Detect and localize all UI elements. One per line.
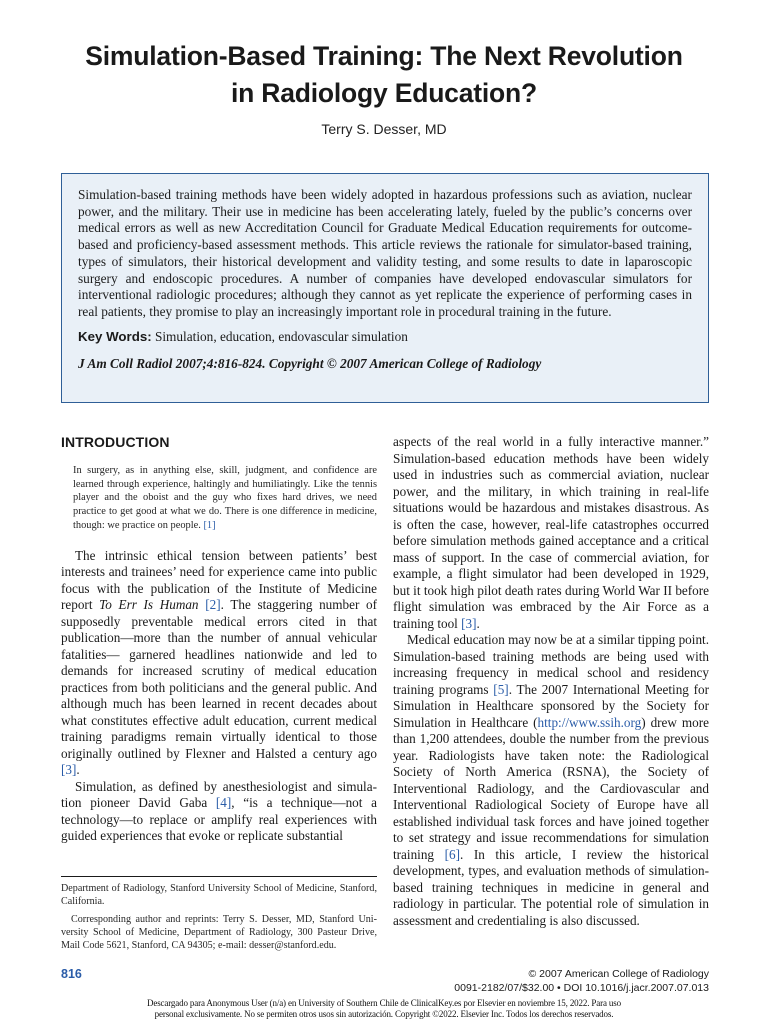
intro-paragraph-1 [61,548,377,779]
paragraph-text: . In this article, I review the historical development, types, and evaluation methods of simulation-based training techniques in medicine in general and radiology in particular. The potential role of simulation in assessment and credentialing is also discussed. [393,846,709,928]
paragraph-text: . The staggering number of supposedly preventable medical errors cited in that publication—more than the number of annual vehicular fatalities— garnered headlines nationwide and led to demands for increased scrutiny of medical education practices from both politicians and the general public. And although much has been learned in recent decades about what constitutes effective adult education, current medical training paradigms remain virtually identical to those originally outlined by Flexner and Halsted a century ago [61,597,378,761]
reference-link-1[interactable]: [1] [203,519,216,531]
author-footnotes [61,882,377,952]
keywords-text: Simulation, education, endovascular simulation [154,328,408,344]
right-column [393,434,709,929]
section-heading-introduction: INTRODUCTION [61,434,170,450]
paragraph-text: . [476,615,480,631]
footnote-divider [61,876,377,877]
paragraph-text: Simulation, as defined by anesthesiologist and simulation pioneer David Gaba [61,778,377,811]
intro-paragraph-3 [393,632,709,929]
reference-link-5[interactable]: [5] [493,681,509,697]
reference-link-4[interactable]: [4] [215,795,232,811]
journal-citation: J Am Coll Radiol 2007;4:816-824. Copyright © 2007 American College of Radiology [78,355,542,371]
paragraph-text: . [76,762,80,778]
abstract-text: Simulation-based training methods have been widely adopted in hazardous professions such as aviation, nuclear power, and the military. Their use in medicine has been accelerating lately, fueled by the public’s concerns over medical errors as well as new Accreditation Council for Graduate Medical Education requirements for outcome-based and proficiency-based assessment methods. This article reviews the rationale for simulator-based training, types of simulators, their historical development and validity testing, and some results to date in laparoscopic surgery and endoscopic procedures. A number of companies have developed endovascular simulators for interventional radiologic procedures; although they cannot as yet replicate the experience of performing cases in real patients, they promise to play an increasingly important role in procedural training in the future. [78,187,692,319]
page-number: 816 [61,967,82,981]
reference-link-3[interactable]: [3] [61,762,77,778]
correspondence-footnote: Corresponding author and reprints: Terry S. Desser, MD, Stanford University School of Medicine, Department of Radiology, 300 Pasteur Drive, Mail Code 5621, Stanford, CA 94305; e-mail: desser@stanford.edu. [61,913,377,952]
paragraph-text: ) drew more than 1,200 attendees, double the number from the previous year. Radiologists have taken note: the Radiological Society of North America (RSNA), the Society of Interventional Radiology, and the Cardiovascular and Interventional Radiological Society of Europe have all established individual task forces and have joined together to set strategy and issue recommendations for simulation training [393,714,709,862]
abstract-box [61,173,709,403]
paragraph-text: . The 2007 International Meeting for Simulation in Healthcare sponsored by the Society for Simulation in Healthcare ( [393,681,709,730]
affiliation-footnote: Department of Radiology, Stanford University School of Medicine, Stanford, California. [61,883,377,908]
report-title-italic: To Err Is Human [99,597,199,613]
download-notice [0,998,768,1020]
epigraph-quote [73,464,377,533]
article-author: Terry S. Desser, MD [321,121,447,137]
epigraph-text: In surgery, as in anything else, skill, judgment, and confidence are learned through experience, haltingly and humiliatingly. Like the tennis player and the oboist and the guy who fixes hard drives, we need practice to get good at what we do. There is one difference in medicine, though: we practice on people. [73,465,377,531]
reference-link-2[interactable]: [2] [205,597,221,613]
paragraph-text: Medical education may now be at a similar tipping point. Simulation-based training methods are being used with increasing frequency in medical school and residency training programs [393,632,709,697]
reference-link-6[interactable]: [6] [444,846,460,862]
keywords-line [78,329,692,345]
download-notice-line-2: personal exclusivamente. No se permiten otros usos sin autorización. Copyright ©2022. Elsevier Inc. Todos los derechos reservados. [154,1009,614,1019]
paragraph-text: , “is a technique—not a technology—to replace or amplify real experiences with guided experiences that evoke or replicate substantial [61,795,377,844]
reference-link-3b[interactable]: [3] [461,615,477,631]
left-column [61,434,377,845]
download-notice-line-1: Descargado para Anonymous User (n/a) en University of Southern Chile de ClinicalKey.es por Elsevier en noviembre 15, 2022. Para uso [147,998,621,1008]
copyright-block [454,967,709,995]
keywords-label: Key Words: [78,328,152,344]
paragraph-text: The intrinsic ethical tension between patients’ best interests and trainees’ need for experience came into public focus with the publication of the Institute of Medicine report [61,547,377,613]
paragraph-text: aspects of the real world in a fully interactive manner.” Simulation-based education methods have been widely used in industries such as commercial aviation, nuclear power, and the military, in which training in real-life situations would be hazardous and mistakes disastrous. As is often the case, however, real-life catastrophes occurred before simulation methods gained acceptance and a critical mass of support. In the case of commercial aviation, for example, a flight simulator had been developed in 1929, but it took high pilot death rates during World War II before flight simulation was embraced by the Air Force as a training tool [393,434,709,631]
intro-paragraph-2 [61,779,377,845]
intro-paragraph-2-continued [393,434,709,632]
ssih-url-link[interactable]: http://www.ssih.org [537,714,642,730]
doi-line: 0091-2182/07/$32.00 • DOI 10.1016/j.jacr.2007.07.013 [454,982,709,994]
article-title: Simulation-Based Training: The Next Revolution in Radiology Education? [85,41,683,108]
copyright-line: © 2007 American College of Radiology [528,968,709,980]
